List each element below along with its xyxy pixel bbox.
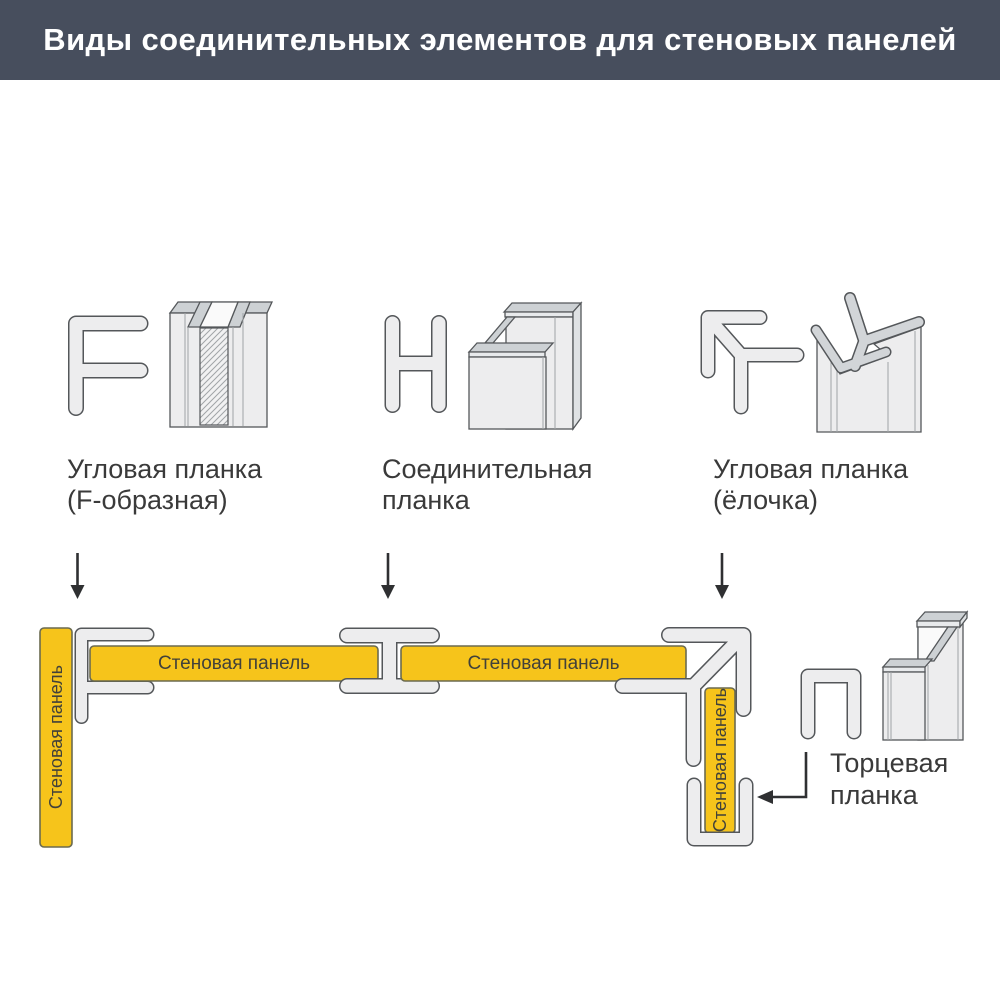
wall-panel-label: Стеновая панель — [46, 664, 66, 810]
end-strip-3d-icon — [883, 612, 967, 740]
down-arrow-3 — [715, 553, 729, 599]
wall-panel-label: Стеновая панель — [467, 653, 620, 674]
caption-herringbone-line1: Угловая планка — [713, 454, 909, 484]
caption-end-strip-line2: планка — [830, 780, 918, 810]
caption-herringbone-line2: (ёлочка) — [713, 485, 818, 515]
h-strip-2d-icon — [393, 323, 440, 405]
herringbone-strip-3d-icon — [816, 298, 921, 432]
wall-panel-label: Стеновая панель — [157, 653, 311, 674]
wall-panel-label: Стеновая панель — [710, 687, 730, 833]
caption-h-line1: Соединительная — [382, 454, 593, 484]
end-strip-pointer-arrow — [757, 752, 806, 804]
down-arrow-2 — [381, 553, 395, 599]
panel-hatch-section — [200, 328, 228, 425]
wall-panel-vertical-right — [705, 688, 735, 833]
end-strip-2d-icon — [808, 676, 854, 732]
f-strip-2d-icon — [76, 324, 141, 409]
caption-f-line1: Угловая планка — [67, 454, 263, 484]
caption-f-line2: (F-образная) — [67, 485, 228, 515]
caption-h-line2: планка — [382, 485, 470, 515]
wall-panel-horizontal-1 — [90, 646, 378, 681]
wall-panel-horizontal-2 — [401, 646, 686, 681]
caption-end-strip-line1: Торцевая — [830, 748, 949, 778]
page-title: Виды соединительных элементов для стеновых панелей — [43, 22, 957, 57]
f-strip-3d-icon — [170, 302, 272, 427]
herringbone-strip-2d-icon — [708, 318, 797, 408]
down-arrow-1 — [71, 553, 85, 599]
wall-panel-vertical-left — [40, 628, 72, 847]
h-strip-3d-icon — [469, 303, 581, 429]
